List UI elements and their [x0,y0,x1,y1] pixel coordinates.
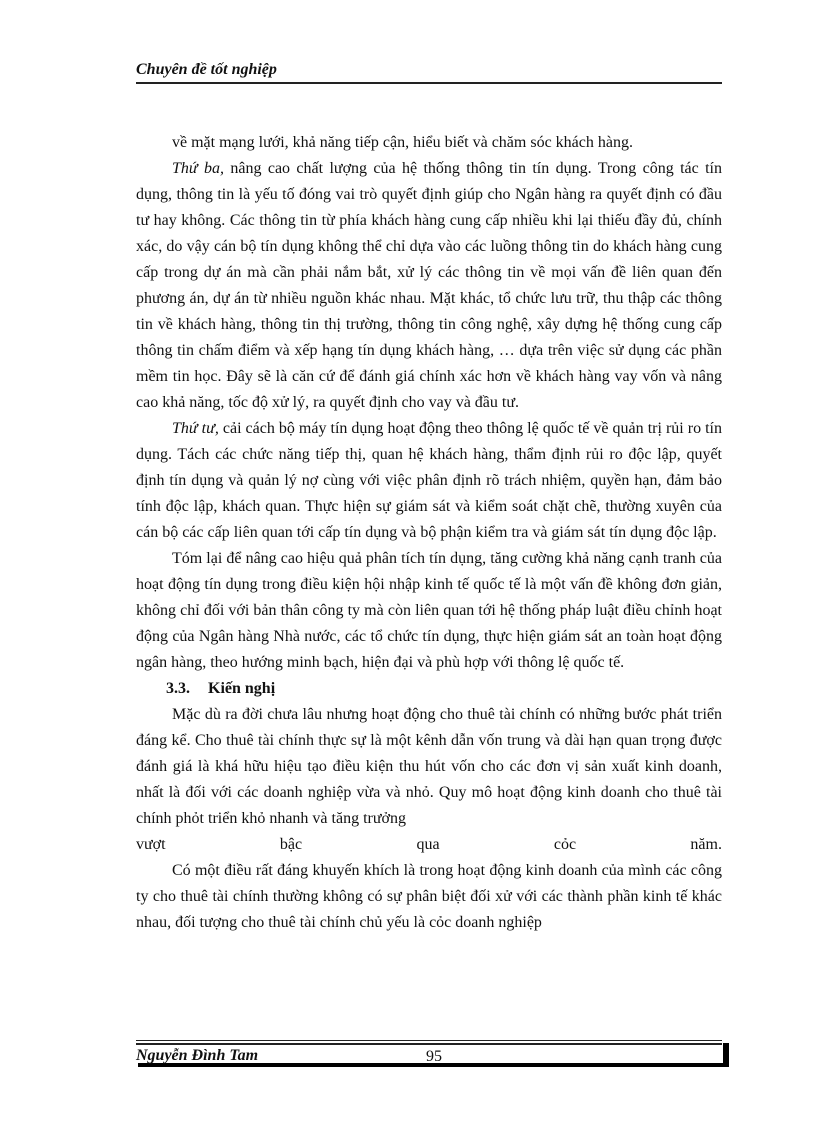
section-number: 3.3. [166,680,190,697]
spread-word: năm. [690,836,722,853]
footer-rule [136,1040,722,1041]
paragraph-continuation: về mặt mạng lưới, khả năng tiếp cận, hiểu biết và chăm sóc khách hàng. [172,134,633,151]
spread-word: vượt [136,836,166,853]
paragraph-text: cải cách bộ máy tín dụng hoạt động theo thông lệ quốc tế về quản trị rủi ro tín dụng. Tách các chức năng tiếp thị, quan hệ khách hàng, thẩm định rủi ro độc lập, quyết định tín dụng và quản lý nợ cùng với việc phân định rõ trách nhiệm, quyền hạn, đảm bảo tính độc lập, khách quan. Thực hiện sự giám sát và kiểm soát chặt chẽ, thường xuyên của cán bộ các cấp liên quan tới cấp tín dụng và bộ phận kiểm tra và giám sát tín dụng độc lập. [136,420,723,541]
section-title: Kiến nghị [208,680,276,697]
header-rule [136,82,722,84]
paragraph-lead: Thứ tư, [172,420,219,437]
spread-word: bậc [279,836,303,853]
spread-word: cỏc [553,836,577,853]
paragraph-kien-nghi: Mặc dù ra đời chưa lâu nhưng hoạt động cho thuê tài chính có những bước phát triển đáng kể. Cho thuê tài chính thực sự là một kênh dẫn vốn trung và dài hạn quan trọng được đánh giá là khá hữu hiệu tạo điều kiện thu hút vốn cho các đơn vị sản xuất kinh doanh, nhất là đối với các doanh nghiệp vừa và nhỏ. Quy mô hoạt động kinh doanh cho thuê tài chính phỏt triển khỏ nhanh và tăng trưởng [136,706,722,827]
paragraph-text: nâng cao chất lượng của hệ thống thông tin tín dụng. Trong công tác tín dụng, thông tin là yếu tố đóng vai trò quyết định giúp cho Ngân hàng ra quyết định có đầu tư hay không. Các thông tin từ phía khách hàng cung cấp nhiều khi lại thiếu đầy đủ, chính xác, do vậy cán bộ tín dụng không thể chỉ dựa vào các luồng thông tin do khách hàng cung cấp trong dự án mà cần phải nắm bắt, xử lý các thông tin về mọi vấn đề liên quan đến phương án, dự án từ nhiều nguồn khác nhau. Mặt khác, tổ chức lưu trữ, thu thập các thông tin về khách hàng, thông tin thị trường, thông tin công nghệ, xây dựng hệ thống cung cấp thông tin chấm điểm và xếp hạng tín dụng khách hàng, … dựa trên việc sử dụng các phần mềm tin học. Đây sẽ là căn cứ để đánh giá chính xác hơn về khách hàng vay vốn và nâng cao khả năng, tốc độ xử lý, ra quyết định cho vay và đầu tư. [136,160,722,411]
running-header-title: Chuyên đề tốt nghiệp [136,61,277,78]
document-body [136,130,722,936]
spread-word: qua [416,836,440,853]
footer-rule [136,1043,722,1045]
footer-shadow [723,1043,729,1063]
section-heading [136,676,722,702]
paragraph-thu-ba [136,156,722,416]
footer-author: Nguyễn Đình Tam [136,1047,259,1064]
paragraph-final: Có một điều rất đáng khuyến khích là trong hoạt động kinh doanh của mình các công ty cho thuê tài chính thường không có sự phân biệt đối xử với các thành phần kinh tế khác nhau, đối tượng cho thuê tài chính chủ yếu là cỏc doanh nghiệp [136,862,722,931]
paragraph-conclusion: Tóm lại để nâng cao hiệu quả phân tích tín dụng, tăng cường khả năng cạnh tranh của hoạt động tín dụng trong điều kiện hội nhập kinh tế quốc tế là một vấn đề không đơn giản, không chỉ đối với bản thân công ty mà còn liên quan tới hệ thống pháp luật điều chỉnh hoạt động của Ngân hàng Nhà nước, các tổ chức tín dụng, thực hiện giám sát an toàn hoạt động ngân hàng, theo hướng minh bạch, hiện đại và phù hợp với thông lệ quốc tế. [136,550,722,671]
paragraph-lead: Thứ ba, [172,160,224,177]
page-number: 95 [426,1048,442,1065]
paragraph-spread-line [136,832,722,858]
paragraph-thu-tu [136,416,722,546]
